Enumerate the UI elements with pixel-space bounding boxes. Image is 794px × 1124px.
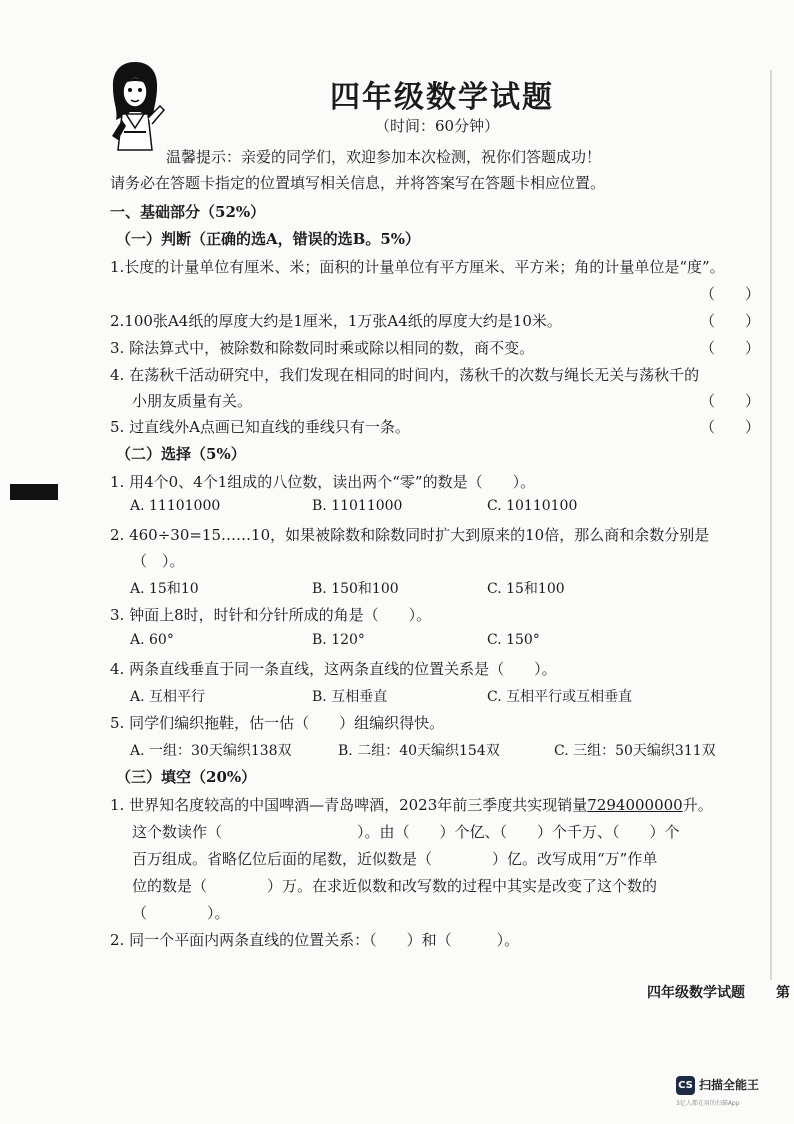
judge-question-3: 3. 除法算式中，被除数和除数同时乘或除以相同的数，商不变。: [110, 339, 535, 357]
choice-option: C. 10110100: [487, 498, 578, 514]
choice-option: A. 15和10: [130, 581, 199, 597]
choice-option: B. 11011000: [312, 498, 403, 514]
subsection-title-judge: （一）判断（正确的选A，错误的选B。5%）: [116, 230, 421, 248]
camscanner-logo-icon: CS: [676, 1076, 695, 1095]
choice-question-1: 1. 用4个0、4个1组成的八位数，读出两个“零”的数是（ ）。: [110, 473, 536, 491]
fill-question-1-line3: 百万组成。省略亿位后面的尾数，近似数是（ ）亿。改写成用“万”作单: [132, 850, 658, 868]
choice-question-2: 2. 460÷30=15……10，如果被除数和除数同时扩大到原来的10倍，那么商和余数分别是: [110, 526, 710, 544]
choice-question-4: 4. 两条直线垂直于同一条直线，这两条直线的位置关系是（ ）。: [110, 660, 557, 678]
footer-title: 四年级数学试题: [647, 985, 745, 1001]
choice-question-2-cont: （ ）。: [132, 552, 185, 570]
choice-option: A. 11101000: [130, 498, 221, 514]
scan-black-mark: [10, 484, 58, 500]
choice-option: B. 二组：40天编织154双: [338, 743, 500, 759]
subsection-title-fill: （三）填空（20%）: [116, 768, 257, 786]
fill-question-1-line4: 位的数是（ ）万。在求近似数和改写数的过程中其实是改变了这个数的: [132, 877, 658, 895]
answer-blank: （ ）: [700, 392, 761, 410]
watermark-tagline: 3亿人都在用的扫描App: [676, 1100, 740, 1107]
answer-blank: （ ）: [700, 418, 761, 436]
choice-option: B. 120°: [312, 632, 365, 648]
answer-blank: （ ）: [700, 285, 761, 303]
choice-option: C. 三组：50天编织311双: [554, 743, 716, 759]
exam-duration: （时间：60分钟）: [375, 117, 500, 135]
judge-question-5: 5. 过直线外A点画已知直线的垂线只有一条。: [110, 418, 410, 436]
choice-option: C. 150°: [487, 632, 540, 648]
subsection-title-choice: （二）选择（5%）: [116, 445, 246, 463]
watermark-app-name: 扫描全能王: [699, 1078, 760, 1092]
answer-blank: （ ）: [700, 339, 761, 357]
sales-number: 7294000000: [587, 796, 683, 814]
tip-line: 温馨提示：亲爱的同学们，欢迎参加本次检测，祝你们答题成功！: [166, 148, 602, 166]
judge-question-1: 1.长度的计量单位有厘米、米；面积的计量单位有平方厘米、平方米；角的计量单位是“度”。: [110, 258, 725, 276]
judge-question-4: 4. 在荡秋千活动研究中，我们发现在相同的时间内，荡秋千的次数与绳长无关与荡秋千的: [110, 366, 700, 384]
choice-option: A. 一组：30天编织138双: [130, 743, 292, 759]
fill-question-1-line5: （ ）。: [132, 904, 230, 922]
choice-option: C. 15和100: [487, 581, 565, 597]
page-title: 四年级数学试题: [330, 80, 554, 115]
judge-question-2: 2.100张A4纸的厚度大约是1厘米，1万张A4纸的厚度大约是10米。: [110, 312, 562, 330]
choice-option: A. 60°: [130, 632, 174, 648]
choice-question-5: 5. 同学们编织拖鞋，估一估（ ）组编织得快。: [110, 714, 445, 732]
choice-option: C. 互相平行或互相垂直: [487, 689, 633, 705]
judge-question-4-cont: 小朋友质量有关。: [132, 392, 253, 410]
cartoon-girl-illustration: [104, 58, 166, 154]
choice-option: A. 互相平行: [130, 689, 206, 705]
answer-blank: （ ）: [700, 312, 761, 330]
fill-question-2: 2. 同一个平面内两条直线的位置关系：（ ）和（ ）。: [110, 931, 520, 949]
section-title-basics: 一、基础部分（52%）: [110, 203, 266, 221]
page-edge-rule: [770, 70, 772, 980]
fill-question-1: 1. 世界知名度较高的中国啤酒—青岛啤酒，2023年前三季度共实现销量7294000000升。: [110, 796, 713, 814]
choice-question-3: 3. 钟面上8时，时针和分针所成的角是（ ）。: [110, 606, 432, 624]
choice-option: B. 互相垂直: [312, 689, 388, 705]
instruction-line: 请务必在答题卡指定的位置填写相关信息，并将答案写在答题卡相应位置。: [110, 174, 606, 192]
fill-question-1-line2: 这个数读作（ ）。由（ ）个亿、（ ）个千万、（ ）个: [132, 823, 680, 841]
footer-page-marker: 第: [776, 985, 790, 1001]
choice-option: B. 150和100: [312, 581, 399, 597]
